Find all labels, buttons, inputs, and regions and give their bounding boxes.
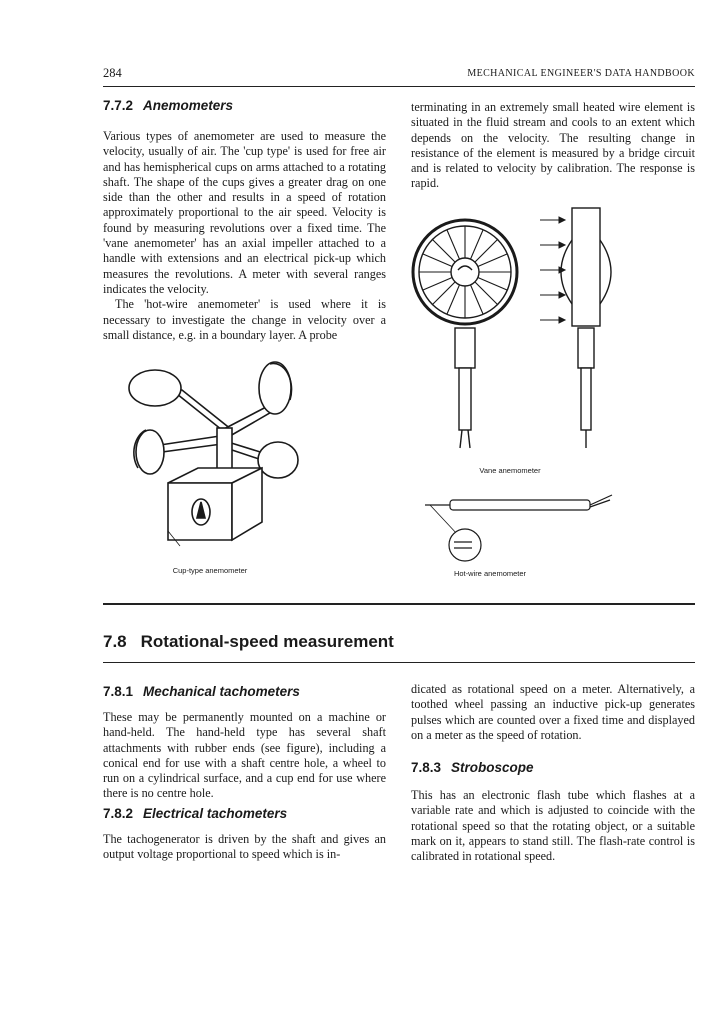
section-number: 7.8.2: [103, 806, 134, 821]
anemometers-body-right: [411, 100, 695, 192]
electrical-tachometers-continuation-block: [411, 682, 695, 743]
section-title: Electrical tachometers: [143, 806, 288, 821]
cup-anemometer-caption: Cup-type anemometer: [172, 566, 248, 575]
section-number: 7.8.1: [103, 684, 134, 699]
section-title: Rotational-speed measurement: [140, 632, 394, 651]
page-number: 284: [103, 66, 122, 80]
stroboscope-text: This has an electronic flash tube which flashes at a variable rate and which is adjusted to coincide with the rotational speed so that the rotating object, or a suitable mark on it, appears to stand still. The flash-rate control is calibrated in rotational speed.: [411, 788, 695, 864]
electrical-tachometers-body: [103, 832, 386, 863]
anemometers-paragraph-2: The 'hot-wire anemometer' is used where it is necessary to investigate the change in velocity over a small distance, e.g. in a boundary layer. A probe: [103, 297, 386, 342]
vane-anemometer-caption: Vane anemometer: [479, 466, 541, 475]
section-title: Anemometers: [143, 98, 234, 113]
running-head: MECHANICAL ENGINEER'S DATA HANDBOOK: [467, 68, 695, 79]
section-rule-bottom: [103, 662, 695, 663]
mechanical-tachometers-text: These may be permanently mounted on a machine or hand-held. The hand-held type has several shaft attachments with rubber ends (see figure), including a conical end for use with a shaft centre hole, a wheel to run on a cylindrical surface, and a cup end for use where there is no centre hole.: [103, 710, 386, 801]
section-7-8-2-heading: [103, 806, 287, 821]
section-title: Stroboscope: [451, 760, 534, 775]
anemometers-paragraph-1: Various types of anemometer are used to measure the velocity, usually of air. The 'cup type' is used for free air and has hemispherical cups on arms attached to a rotating shaft. The shape of the cups gives a greater drag on one side than the other and results in a speed of rotation approximately proportional to the air speed. Velocity is found by measuring revolutions over a fixed time. The 'vane anemometer' has an axial impeller attached to a handle with extensions and an electrical pick-up which measures the revolutions. A meter with several ranges indicates the velocity.: [103, 129, 386, 296]
section-number: 7.8: [103, 632, 127, 651]
header-rule: [103, 86, 695, 87]
section-7-8-heading: [103, 632, 394, 652]
electrical-tachometers-text: The tachogenerator is driven by the shaft and gives an output voltage proportional to speed which is in-: [103, 832, 386, 862]
section-7-7-2-heading: [103, 98, 233, 113]
section-rule-top: [103, 603, 695, 605]
mechanical-tachometers-body: [103, 710, 386, 802]
stroboscope-body: [411, 788, 695, 864]
anemometers-body-left: [103, 129, 386, 343]
hot-wire-anemometer-figure: [420, 490, 620, 570]
cup-anemometer-figure: [110, 350, 340, 550]
anemometers-continuation: terminating in an extremely small heated wire element is situated in the fluid stream and cools to an extent which depends on the velocity. The resulting change in resistance of the element is measured by a bridge circuit and is related to velocity by calibration. The response is rapid.: [411, 100, 695, 191]
section-number: 7.8.3: [411, 760, 442, 775]
section-7-8-1-heading: [103, 684, 300, 699]
section-7-8-3-heading: [411, 760, 534, 775]
vane-anemometer-figure: [410, 200, 650, 450]
section-number: 7.7.2: [103, 98, 134, 113]
hot-wire-anemometer-caption: Hot-wire anemometer: [453, 569, 527, 578]
section-title: Mechanical tachometers: [143, 684, 300, 699]
electrical-tachometers-continuation: dicated as rotational speed on a meter. Alternatively, a toothed wheel passing an inductive pick-up generates pulses which are counted over a fixed time and displayed on a meter as the speed of rotation.: [411, 682, 695, 742]
